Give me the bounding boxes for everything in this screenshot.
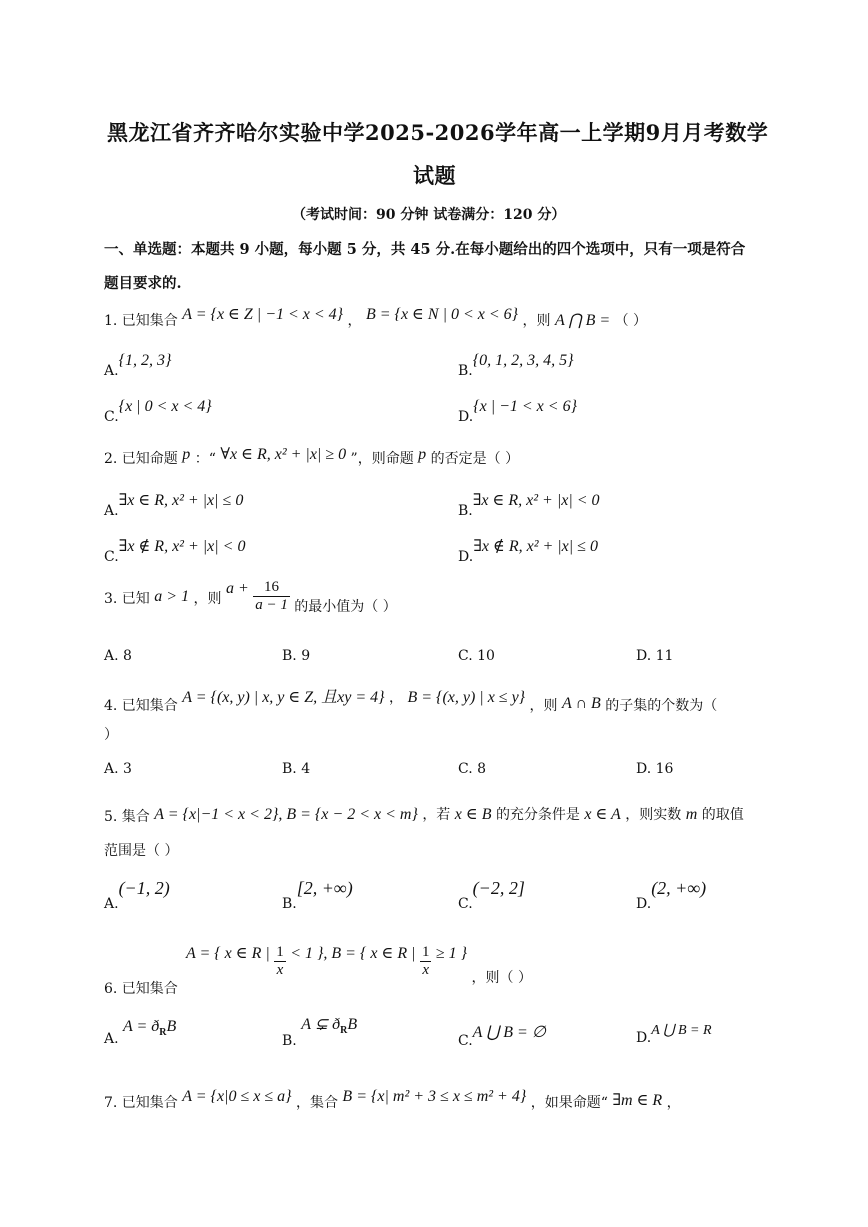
q7-set-a: A = {x|0 ≤ x ≤ a} [182,1088,292,1105]
q6-a-num: 1 [276,944,284,960]
q2-option-c-label: C. [104,549,119,565]
q3-option-a: A. 8 [104,648,132,664]
q6-option-a-label: A. [104,1031,119,1047]
q5-prefix: 5. 集合 [104,809,150,825]
q2-mid: ：“ [194,451,216,467]
q5-option-d [636,878,707,912]
q6-a-fraction [274,944,286,979]
question-3 [104,579,397,618]
q7-tail: ∃m ∈ R [612,1092,663,1109]
q3-condition: a > 1 [154,587,190,605]
q3-expr-lead: a + [225,579,249,597]
q6-option-a-sub: R [159,1026,167,1038]
q4-suffix-line2: ） [104,727,118,743]
question-2 [104,448,519,468]
q6-prefix: 6. 已知集合 [104,981,178,997]
q3-option-c: C. 10 [458,648,495,664]
q4-option-c: C. 8 [458,761,487,777]
q1-option-d [458,398,577,425]
q5-option-d-label: D. [636,896,652,912]
q1-set-b: B = {x ∈ N | 0 < x < 6} [365,306,519,323]
q2-statement: ∀x ∈ R, x² + |x| ≥ 0 [220,446,347,463]
q2-mid2: ”，则命题 [350,451,414,467]
q6-suffix: ，则（ ） [471,969,532,986]
q6-b-den: x [422,962,430,978]
q5-mid2: 的充分条件是 [495,807,580,823]
q7-suffix2: ， [666,1095,681,1111]
q4-option-a: A. 3 [104,761,132,777]
q2-option-b-value: ∃x ∈ R, x² + |x| < 0 [472,492,600,509]
q2-p2: p [418,446,427,463]
q5-option-b-label: B. [282,896,297,912]
q6-option-b-sub: R [340,1024,348,1036]
q3-frac-num: 16 [253,579,290,597]
q2-option-d-label: D. [458,549,474,565]
q3-suffix: 的最小值为（ ） [294,598,397,615]
q4-prefix: 4. 已知集合 [104,698,178,714]
exam-info: （考试时间：90 分钟 试卷满分：120 分） [292,207,566,223]
q2-option-d-value: ∃x ∉ R, x² + |x| ≤ 0 [473,538,598,555]
q6-option-b-tail: B [347,1016,358,1033]
q6-sets [186,944,532,986]
q4-intersection: A ∩ B [561,695,601,712]
page-title-line2: 试题 [413,163,456,188]
q4-set-a: A = {(x, y) | x, y ∈ Z, 且xy = 4} [182,689,385,706]
question-4 [104,684,718,714]
q6-option-b [282,1014,358,1049]
q3-frac-den: a − 1 [255,597,288,613]
q1-option-a [104,352,172,379]
q2-option-d [458,536,598,565]
q1-intersection: A ⋂ B = [554,312,611,329]
q6-set-b-tail: ≥ 1 } [435,944,468,962]
q2-option-b [458,490,600,519]
q4-suffix: 的子集的个数为（ [605,698,718,714]
q5-option-c [458,878,525,912]
question-6 [104,942,178,997]
section-heading-line1: 一、单选题：本题共 9 小题，每小题 5 分，共 45 分.在每小题给出的四个选项中，只有一项是符合 [104,241,746,258]
q1-option-c-label: C. [104,409,119,425]
q5-option-d-value: (2, +∞) [651,878,707,898]
q2-suffix: 的否定是（ ） [430,451,520,467]
q6-option-d [636,1022,712,1046]
q3-option-b: B. 9 [282,648,311,664]
q5-sets: A = {x|−1 < x < 2}, B = {x − 2 < x < m} [154,806,418,823]
question-7 [104,1086,681,1111]
q5-option-c-label: C. [458,896,473,912]
q1-suffix-pre: ，则 [522,313,551,329]
q3-option-d: D. 11 [636,648,674,664]
q3-mid: ，则 [193,590,222,607]
q2-option-b-label: B. [458,503,473,519]
q2-prefix: 2. 已知命题 [104,451,178,467]
q1-option-c-value: {x | 0 < x < 4} [118,398,212,415]
q3-prefix: 3. 已知 [104,590,150,607]
q2-option-c-value: ∃x ∉ R, x² + |x| < 0 [118,538,246,555]
page-title-line1: 黑龙江省齐齐哈尔实验中学2025-2026学年高一上学期9月月考数学 [107,120,769,145]
q1-sep: ， [347,313,362,329]
q4-mid: ，则 [529,698,558,714]
q7-prefix: 7. 已知集合 [104,1095,178,1111]
q5-option-a-value: (−1, 2) [118,878,170,898]
q1-option-b-value: {0, 1, 2, 3, 4, 5} [472,352,574,369]
q4-option-b: B. 4 [282,761,311,777]
q1-suffix: （ ） [614,313,648,329]
q5-line2: 范围是（ ） [104,843,179,859]
q6-set-a-tail: < 1 }, B = { x ∈ R | [290,944,416,962]
q1-option-a-value: {1, 2, 3} [118,352,172,369]
q5-option-c-value: (−2, 2] [472,878,525,898]
q1-option-d-label: D. [458,409,474,425]
q5-m: m [685,806,698,823]
question-1 [104,306,648,330]
q1-option-b [458,352,574,379]
question-5 [104,804,744,824]
section-heading-line2: 题目要求的. [104,275,182,292]
q6-option-c [458,1022,546,1049]
q6-a-den: x [276,962,284,978]
q6-b-fraction [420,944,432,979]
q2-p: p [182,446,191,463]
q5-option-b-value: [2, +∞) [296,878,353,898]
q2-option-a-label: A. [104,503,119,519]
q1-option-a-label: A. [104,363,119,379]
q6-set-a-lead: A = { x ∈ R | [186,944,270,962]
q2-option-a-value: ∃x ∈ R, x² + |x| ≤ 0 [118,492,244,509]
q2-option-a [104,490,244,519]
q6-option-a [104,1018,177,1047]
q1-option-d-value: {x | −1 < x < 6} [473,398,577,415]
q7-suffix: ，如果命题“ [530,1095,608,1111]
q7-mid: ，集合 [295,1095,338,1111]
q6-b-num: 1 [421,944,430,960]
q6-option-b-label: B. [282,1033,297,1049]
q6-option-d-value: A ⋃ B = R [651,1023,712,1038]
q5-option-b [282,878,353,912]
q4-option-d: D. 16 [636,761,674,777]
q5-xb: x ∈ B [454,806,492,823]
q4-set-b: B = {(x, y) | x ≤ y} [407,689,526,706]
q6-option-c-value: A ⋃ B = ∅ [472,1024,546,1041]
q4-sep: ， [389,690,404,706]
q1-option-c [104,398,212,425]
q6-option-a-tail: B [166,1018,177,1035]
q3-fraction [253,579,290,614]
q5-xa: x ∈ A [584,806,621,823]
q6-option-b-value: A ⊊ ð [301,1016,341,1033]
q6-option-c-label: C. [458,1033,473,1049]
q2-option-c [104,536,246,565]
q5-option-a-label: A. [104,896,119,912]
q7-set-b: B = {x| m² + 3 ≤ x ≤ m² + 4} [342,1088,527,1105]
q5-option-a [104,878,170,912]
q5-suffix: 的取值 [701,807,744,823]
q6-option-a-value: A = ð [123,1018,160,1035]
q5-mid: ，若 [422,807,451,823]
q6-option-d-label: D. [636,1030,652,1046]
q1-prefix: 1. 已知集合 [104,313,178,329]
q1-set-a: A = {x ∈ Z | −1 < x < 4} [182,306,344,323]
q1-option-b-label: B. [458,363,473,379]
q5-mid3: ，则实数 [625,807,682,823]
